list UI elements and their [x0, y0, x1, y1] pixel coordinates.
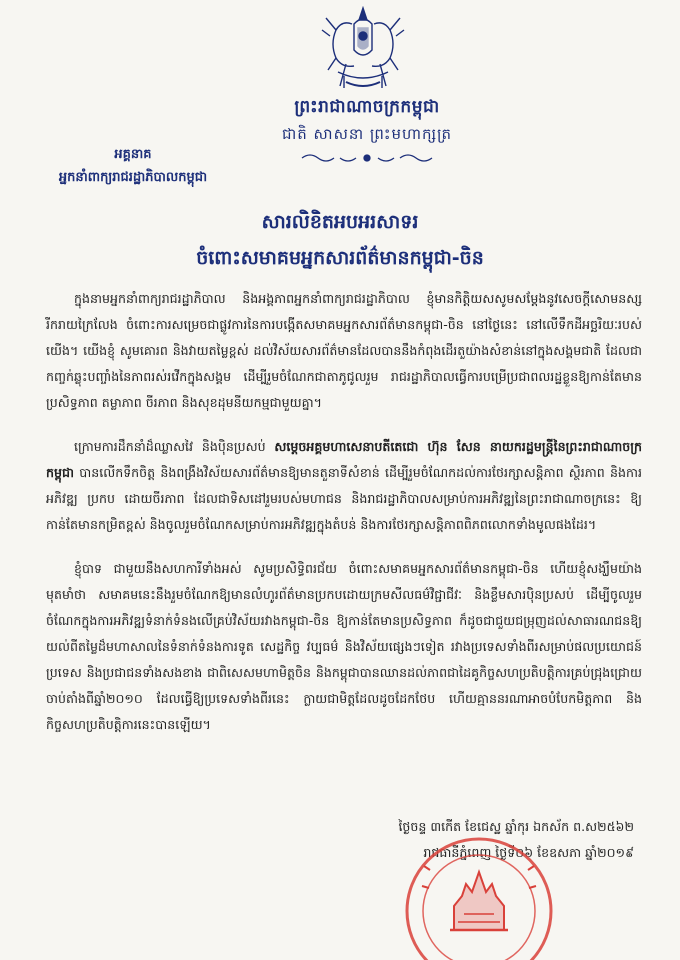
royal-coat-of-arms-icon — [316, 6, 410, 92]
paragraph-2 — [46, 434, 642, 538]
paragraph-2-rest: បានលើកទឹកចិត្ត និងពង្រឹងវិស័យសារព័ត៌មានឱ្យមានតួនាទីសំខាន់ ដើម្បីរួមចំណែកដល់ការថែរក្សាសន្តិភាព ស្ថិរភាព និងការអភិវឌ្ឍ ប្រកប ដោយចីរភាព ដែលជាទិសដៅរួមរបស់មហាជន និងរាជរដ្ឋាភិបាលសម្រាប់ការអភិវឌ្ឍនៃព្រះរាជាណាចក្រនេះ ឱ្យកាន់តែមានកម្រិតខ្ពស់ និងចូលរួមចំណែកសម្រាប់ការអភិវឌ្ឍក្នុងតំបន់ និងការថែរក្សាសន្តិភាពពិភពលោកទាំងមូលផងដែរ។ — [46, 465, 642, 532]
title-line-2: ចំពោះសមាគមអ្នកសារព័ត៌មានកម្ពុជា-ចិន — [196, 247, 484, 269]
paragraph-3: ខ្ញុំបាទ ជាមួយនឹងសហការីទាំងអស់ សូមប្រសិទ្ធិពរជ័យ ចំពោះសមាគមអ្នកសារព័ត៌មានកម្ពុជា-ចិន ហើយខ្ញុំសង្ឃឹមយ៉ាងមុតមាំថា សមាគមនេះនឹងរួមចំណែកឱ្យមានលំហូរព័ត៌មានប្រកបដោយក្រមសីលធម៌វិជ្ជាជីវៈ និងខ្លឹមសារប៉ិនប្រសប់ ដើម្បីចូលរួមចំណែកក្នុងការអភិវឌ្ឍទំនាក់ទំនងលើគ្រប់វិស័យរវាងកម្ពុជា-ចិន ឱ្យកាន់តែមានប្រសិទ្ធភាព ក៏ដូចជាជួយជម្រុញដល់សាធារណជនឱ្យយល់ពីតម្លៃដ៏មហាសាលនៃទំនាក់ទំនងការទូត សេដ្ឋកិច្ច វប្បធម៌ និងវិស័យផ្សេងៗទៀត រវាងប្រទេសទាំងពីរសម្រាប់ផលប្រយោជន៍ប្រទេស និងប្រជាជនទាំងសងខាង ជាពិសេសមហាមិត្តចិន និងកម្ពុជាបានឈានដល់ភាពជាដៃគូកិច្ចសហប្រតិបត្តិការគ្រប់ជ្រុងជ្រោយ ចាប់តាំងពីឆ្នាំ២០១០ ដែលធ្វើឱ្យប្រទេសទាំងពីរនេះ ក្លាយជាមិត្តដែលដូចដែកថែប ហើយគ្មាននរណាអាចបំបែកមិត្តភាព និងកិច្ចសហប្រតិបត្តិការនេះបានឡើយ។ — [46, 561, 642, 732]
ornament-divider-icon — [292, 151, 442, 165]
title-line-1: សារលិខិតអបអរសាទរ — [261, 211, 419, 233]
national-motto: ជាតិ សាសនា ព្រះមហាក្សត្រ — [281, 125, 453, 143]
agency-line-2: អ្នកនាំពាក្យរាជរដ្ឋាភិបាលកម្ពុជា — [58, 170, 208, 185]
paragraph-2-lead: ក្រោមការដឹកនាំដ៏ឈ្លាសវៃ និងប៉ិនប្រសប់ — [74, 439, 275, 454]
solar-date: រាជធានីភ្នំពេញ ថ្ងៃទី០៦ ខែឧសភា ឆ្នាំ២០១៩ — [423, 845, 634, 860]
official-red-seal-icon — [394, 826, 564, 960]
kingdom-heading — [262, 96, 472, 169]
paragraph-1: ក្នុងនាមអ្នកនាំពាក្យរាជរដ្ឋាភិបាល និងអង្គភាពអ្នកនាំពាក្យរាជរដ្ឋាភិបាល ខ្ញុំមានកិត្តិយសសូមសម្តែងនូវសេចក្តីសោមនស្សរីករាយក្រៃលែង ចំពោះការសម្រេចជាផ្លូវការនៃការបង្កើតសមាគមអ្នកសារព័ត៌មានកម្ពុជា-ចិន នៅថ្ងៃនេះ នៅលើទឹកដីអច្ឆរិយៈរបស់យើង។ យើងខ្ញុំ សូមគោរព និងវាយតម្លៃខ្ពស់ ដល់វិស័យសារព័ត៌មានដែលបាននឹងកំពុងដើរតួយ៉ាងសំខាន់នៅក្នុងសង្គមជាតិ ដែលជាកញ្ចក់ឆ្លុះបញ្ចាំងនៃភាពរស់រវើកក្នុងសង្គម ដើម្បីរួមចំណែកជាតាភូជូលរួម រាជរដ្ឋាភិបាលធ្វើការបម្រើប្រជាពលរដ្ឋខ្លួនឱ្យកាន់តែមានប្រសិទ្ធភាព តម្លាភាព ចីរភាព និងសុខដុមនីយកម្មជាមួយគ្នា។ — [46, 291, 642, 410]
letter-title — [60, 210, 620, 274]
agency-header — [18, 146, 248, 188]
agency-line-1: អគ្គនាគ — [114, 147, 152, 162]
letter-body — [46, 286, 642, 756]
lunar-date: ថ្ងៃចន្ទ ៣កើត ខែជេស្ឋ ឆ្នាំកុរ ឯកស័ក ព.ស២៥៦២ — [398, 819, 634, 834]
prime-minister-name: សម្តេចអគ្គមហាសេនាបតីតេជោ ហ៊ុន សែន នាយករដ្ឋមន្ត្រីនៃព្រះរាជាណាចក្រកម្ពុជា — [46, 439, 642, 480]
kingdom-name: ព្រះរាជាណាចក្រកម្ពុជា — [294, 97, 440, 117]
